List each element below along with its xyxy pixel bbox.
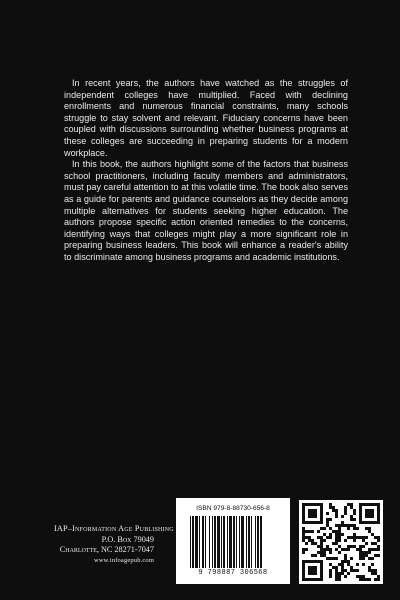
- publisher-address-line-2: Charlotte, NC 28271-7047: [59, 545, 154, 555]
- isbn-label: ISBN 979-8-88730-656-8: [196, 505, 270, 512]
- isbn-barcode: [176, 498, 290, 584]
- publisher-website: www.infoagepub.com: [94, 556, 154, 564]
- barcode-bars: [188, 516, 278, 568]
- barcode-digits: 9 798887 306568: [198, 569, 268, 577]
- blurb-paragraph-1: In recent years, the authors have watched as the struggles of independent colleges have multiplied. Faced with declining enrollments and numerous financial constraints, many schools struggle to stay solvent and relevant. Fiduciary concerns have been coupled with discussions surrounding whether business programs at these colleges are succeeding in preparing students for a modern workplace.: [64, 78, 348, 158]
- back-cover-blurb: [64, 78, 348, 264]
- qr-code-pattern: [302, 503, 380, 581]
- publisher-block: [54, 524, 174, 566]
- qr-code: [299, 500, 383, 584]
- blurb-paragraph-2: In this book, the authors highlight some of the factors that business school practitioners, including faculty members and administrators, must pay careful attention to at this volatile time. The book also serves as a guide for parents and guidance counselors as they decide among multiple alternatives for students seeking higher education. The authors propose specific action oriented remedies to the concerns, identifying ways that colleges might play a more significant role in preparing business leaders. This book will enhance a reader's ability to discriminate among business programs and academic institutions.: [64, 159, 348, 262]
- publisher-address-line-1: P.O. Box 79049: [101, 534, 154, 544]
- publisher-name: IAP–Information Age Publishing: [54, 524, 174, 533]
